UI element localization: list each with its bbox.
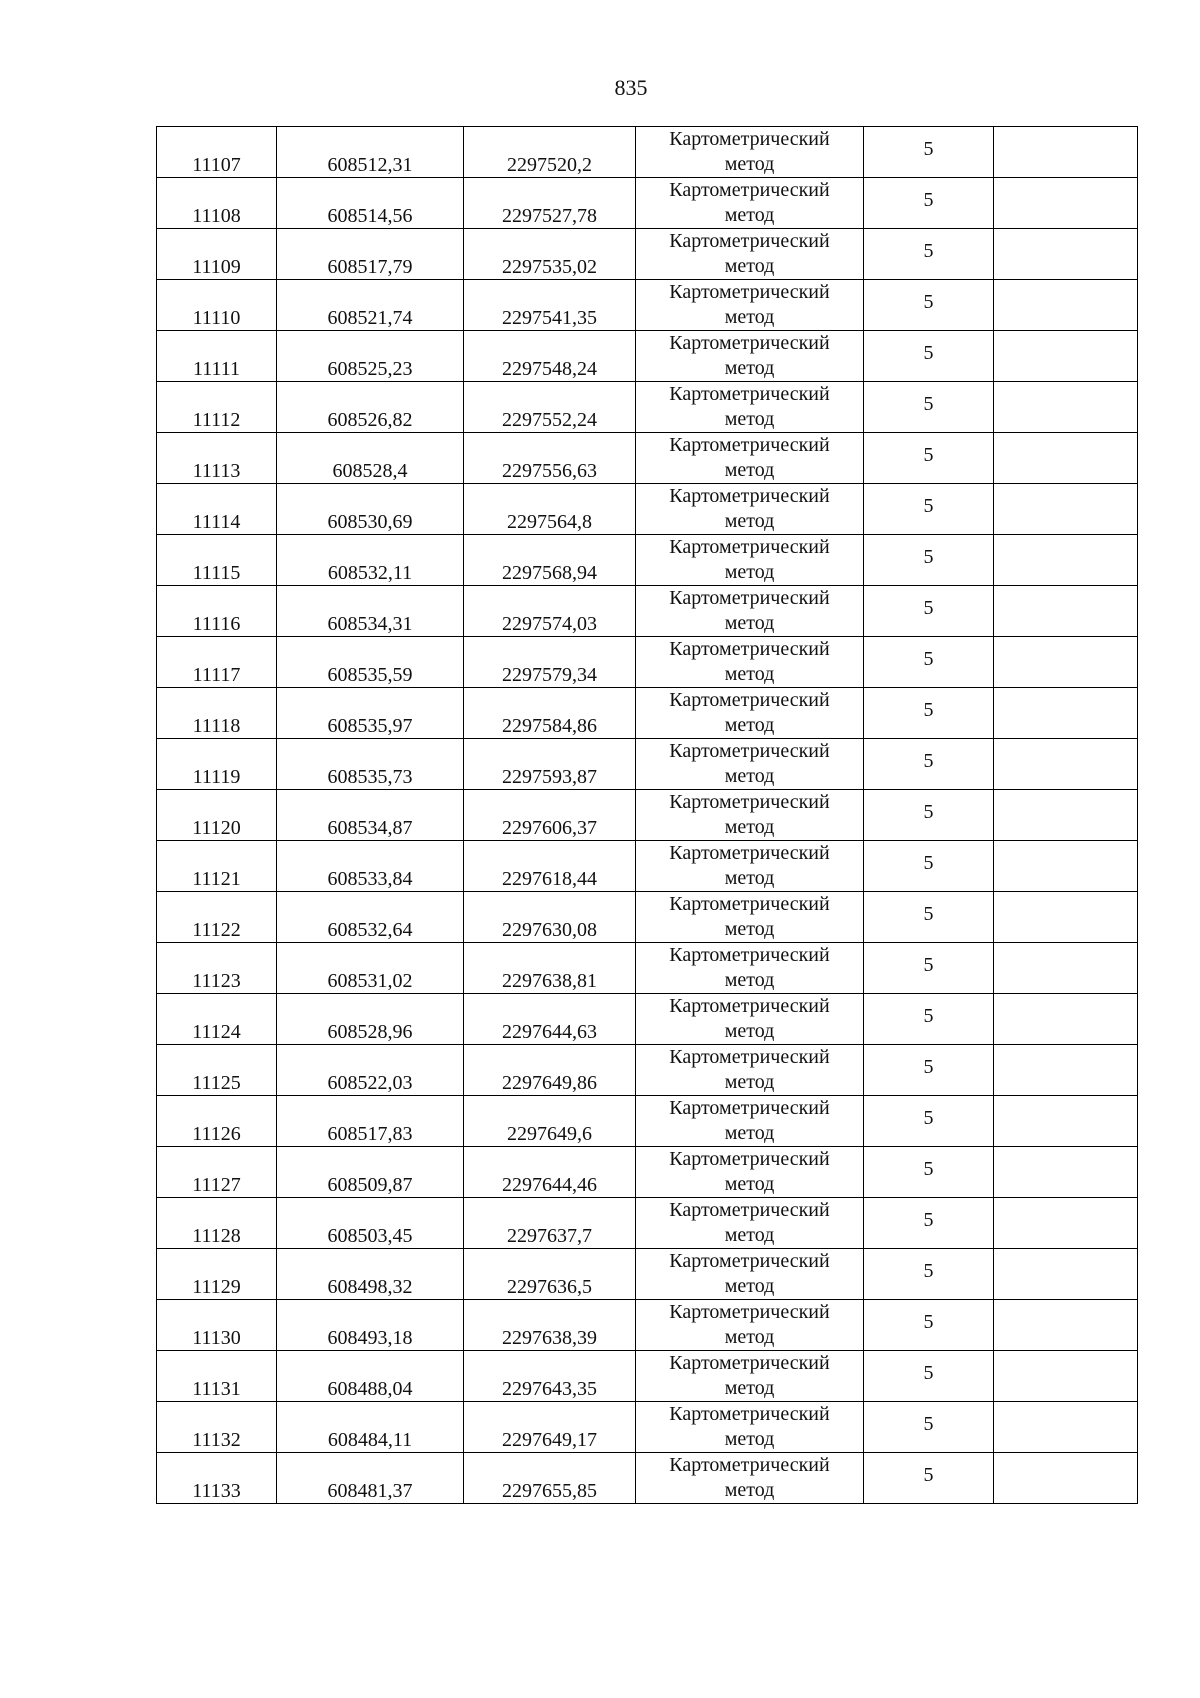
- method-cell: [636, 892, 864, 943]
- accuracy-cell: 5: [864, 1453, 994, 1504]
- method-cell: [636, 484, 864, 535]
- y-coordinate-cell: 2297535,02: [464, 229, 636, 280]
- note-cell: [994, 127, 1138, 178]
- point-number-cell: 11123: [157, 943, 277, 994]
- table-row: [157, 1351, 1138, 1402]
- method-cell: [636, 1453, 864, 1504]
- note-cell: [994, 688, 1138, 739]
- point-number-cell: 11107: [157, 127, 277, 178]
- x-coordinate-cell: 608522,03: [277, 1045, 464, 1096]
- method-cell: [636, 280, 864, 331]
- note-cell: [994, 892, 1138, 943]
- point-number-cell: 11125: [157, 1045, 277, 1096]
- y-coordinate-cell: 2297556,63: [464, 433, 636, 484]
- method-line-1: Картометрический: [669, 1403, 830, 1425]
- note-cell: [994, 1402, 1138, 1453]
- x-coordinate-cell: 608481,37: [277, 1453, 464, 1504]
- table-row: [157, 1453, 1138, 1504]
- y-coordinate-cell: 2297584,86: [464, 688, 636, 739]
- method-cell: [636, 1198, 864, 1249]
- point-number-cell: 11131: [157, 1351, 277, 1402]
- table-row: [157, 994, 1138, 1045]
- x-coordinate-cell: 608534,87: [277, 790, 464, 841]
- table-row: [157, 739, 1138, 790]
- accuracy-cell: 5: [864, 1351, 994, 1402]
- y-coordinate-cell: 2297552,24: [464, 382, 636, 433]
- method-cell: [636, 586, 864, 637]
- accuracy-cell: 5: [864, 688, 994, 739]
- method-cell: [636, 688, 864, 739]
- method-cell: [636, 331, 864, 382]
- point-number-cell: 11121: [157, 841, 277, 892]
- point-number-cell: 11114: [157, 484, 277, 535]
- x-coordinate-cell: 608498,32: [277, 1249, 464, 1300]
- method-cell: [636, 433, 864, 484]
- y-coordinate-cell: 2297636,5: [464, 1249, 636, 1300]
- method-cell: [636, 994, 864, 1045]
- point-number-cell: 11124: [157, 994, 277, 1045]
- accuracy-cell: 5: [864, 127, 994, 178]
- x-coordinate-cell: 608488,04: [277, 1351, 464, 1402]
- method-cell: [636, 382, 864, 433]
- note-cell: [994, 331, 1138, 382]
- page-number: 835: [614, 75, 648, 100]
- method-cell: [636, 943, 864, 994]
- accuracy-cell: 5: [864, 280, 994, 331]
- accuracy-cell: 5: [864, 1249, 994, 1300]
- method-line-1: Картометрический: [669, 1199, 830, 1221]
- table-row: [157, 433, 1138, 484]
- y-coordinate-cell: 2297618,44: [464, 841, 636, 892]
- method-line-1: Картометрический: [669, 893, 830, 915]
- method-line-1: Картометрический: [669, 179, 830, 201]
- table-row: [157, 1249, 1138, 1300]
- note-cell: [994, 433, 1138, 484]
- note-cell: [994, 943, 1138, 994]
- method-line-1: Картометрический: [669, 587, 830, 609]
- point-number-cell: 11108: [157, 178, 277, 229]
- method-line-1: Картометрический: [669, 332, 830, 354]
- method-cell: [636, 535, 864, 586]
- y-coordinate-cell: 2297579,34: [464, 637, 636, 688]
- accuracy-cell: 5: [864, 1198, 994, 1249]
- table-row: [157, 790, 1138, 841]
- point-number-cell: 11117: [157, 637, 277, 688]
- y-coordinate-cell: 2297649,17: [464, 1402, 636, 1453]
- x-coordinate-cell: 608535,73: [277, 739, 464, 790]
- method-cell: [636, 1045, 864, 1096]
- table-row: [157, 1096, 1138, 1147]
- accuracy-cell: 5: [864, 994, 994, 1045]
- method-line-1: Картометрический: [669, 434, 830, 456]
- accuracy-cell: 5: [864, 1147, 994, 1198]
- accuracy-cell: 5: [864, 1045, 994, 1096]
- method-line-1: Картометрический: [669, 1148, 830, 1170]
- method-line-2: метод: [724, 867, 775, 889]
- note-cell: [994, 1147, 1138, 1198]
- point-number-cell: 11133: [157, 1453, 277, 1504]
- table-row: [157, 892, 1138, 943]
- method-line-2: метод: [724, 1428, 775, 1450]
- note-cell: [994, 229, 1138, 280]
- point-number-cell: 11110: [157, 280, 277, 331]
- method-line-2: метод: [724, 1275, 775, 1297]
- x-coordinate-cell: 608528,4: [277, 433, 464, 484]
- method-line-1: Картометрический: [669, 536, 830, 558]
- note-cell: [994, 841, 1138, 892]
- table-row: [157, 382, 1138, 433]
- y-coordinate-cell: 2297527,78: [464, 178, 636, 229]
- point-number-cell: 11122: [157, 892, 277, 943]
- method-line-2: метод: [724, 306, 775, 328]
- point-number-cell: 11127: [157, 1147, 277, 1198]
- method-cell: [636, 178, 864, 229]
- y-coordinate-cell: 2297644,46: [464, 1147, 636, 1198]
- method-line-2: метод: [724, 255, 775, 277]
- accuracy-cell: 5: [864, 331, 994, 382]
- table-row: [157, 1198, 1138, 1249]
- method-line-2: метод: [724, 1020, 775, 1042]
- method-line-2: метод: [724, 1326, 775, 1348]
- x-coordinate-cell: 608517,79: [277, 229, 464, 280]
- x-coordinate-cell: 608512,31: [277, 127, 464, 178]
- x-coordinate-cell: 608514,56: [277, 178, 464, 229]
- accuracy-cell: 5: [864, 1096, 994, 1147]
- method-line-1: Картометрический: [669, 128, 830, 150]
- method-cell: [636, 127, 864, 178]
- table-row: [157, 178, 1138, 229]
- method-line-2: метод: [724, 663, 775, 685]
- method-line-2: метод: [724, 357, 775, 379]
- table-row: [157, 280, 1138, 331]
- point-number-cell: 11128: [157, 1198, 277, 1249]
- method-cell: [636, 1402, 864, 1453]
- y-coordinate-cell: 2297568,94: [464, 535, 636, 586]
- x-coordinate-cell: 608532,64: [277, 892, 464, 943]
- table-row: [157, 943, 1138, 994]
- method-line-2: метод: [724, 561, 775, 583]
- y-coordinate-cell: 2297606,37: [464, 790, 636, 841]
- accuracy-cell: 5: [864, 892, 994, 943]
- x-coordinate-cell: 608535,97: [277, 688, 464, 739]
- point-number-cell: 11126: [157, 1096, 277, 1147]
- point-number-cell: 11111: [157, 331, 277, 382]
- method-line-1: Картометрический: [669, 1250, 830, 1272]
- table-row: [157, 841, 1138, 892]
- x-coordinate-cell: 608533,84: [277, 841, 464, 892]
- method-line-2: метод: [724, 1173, 775, 1195]
- y-coordinate-cell: 2297630,08: [464, 892, 636, 943]
- method-line-2: метод: [724, 1377, 775, 1399]
- y-coordinate-cell: 2297541,35: [464, 280, 636, 331]
- method-line-1: Картометрический: [669, 383, 830, 405]
- y-coordinate-cell: 2297649,86: [464, 1045, 636, 1096]
- method-line-1: Картометрический: [669, 842, 830, 864]
- method-line-2: метод: [724, 1479, 775, 1501]
- accuracy-cell: 5: [864, 433, 994, 484]
- method-line-2: метод: [724, 816, 775, 838]
- x-coordinate-cell: 608509,87: [277, 1147, 464, 1198]
- note-cell: [994, 484, 1138, 535]
- note-cell: [994, 1453, 1138, 1504]
- coordinates-table-body: [157, 127, 1138, 1504]
- y-coordinate-cell: 2297643,35: [464, 1351, 636, 1402]
- table-row: [157, 484, 1138, 535]
- point-number-cell: 11112: [157, 382, 277, 433]
- point-number-cell: 11129: [157, 1249, 277, 1300]
- method-line-1: Картометрический: [669, 485, 830, 507]
- accuracy-cell: 5: [864, 229, 994, 280]
- point-number-cell: 11130: [157, 1300, 277, 1351]
- point-number-cell: 11120: [157, 790, 277, 841]
- accuracy-cell: 5: [864, 790, 994, 841]
- accuracy-cell: 5: [864, 943, 994, 994]
- method-line-1: Картометрический: [669, 638, 830, 660]
- method-line-2: метод: [724, 714, 775, 736]
- y-coordinate-cell: 2297655,85: [464, 1453, 636, 1504]
- method-cell: [636, 1351, 864, 1402]
- x-coordinate-cell: 608531,02: [277, 943, 464, 994]
- method-line-1: Картометрический: [669, 1352, 830, 1374]
- method-line-2: метод: [724, 459, 775, 481]
- x-coordinate-cell: 608484,11: [277, 1402, 464, 1453]
- note-cell: [994, 739, 1138, 790]
- y-coordinate-cell: 2297548,24: [464, 331, 636, 382]
- note-cell: [994, 586, 1138, 637]
- y-coordinate-cell: 2297649,6: [464, 1096, 636, 1147]
- x-coordinate-cell: 608521,74: [277, 280, 464, 331]
- x-coordinate-cell: 608493,18: [277, 1300, 464, 1351]
- y-coordinate-cell: 2297638,39: [464, 1300, 636, 1351]
- method-cell: [636, 790, 864, 841]
- table-row: [157, 586, 1138, 637]
- x-coordinate-cell: 608534,31: [277, 586, 464, 637]
- method-cell: [636, 1249, 864, 1300]
- point-number-cell: 11119: [157, 739, 277, 790]
- x-coordinate-cell: 608530,69: [277, 484, 464, 535]
- method-line-1: Картометрический: [669, 1046, 830, 1068]
- method-line-1: Картометрический: [669, 281, 830, 303]
- method-line-1: Картометрический: [669, 791, 830, 813]
- point-number-cell: 11115: [157, 535, 277, 586]
- table-row: [157, 1045, 1138, 1096]
- table-row: [157, 127, 1138, 178]
- method-cell: [636, 841, 864, 892]
- accuracy-cell: 5: [864, 1402, 994, 1453]
- note-cell: [994, 178, 1138, 229]
- point-number-cell: 11113: [157, 433, 277, 484]
- accuracy-cell: 5: [864, 637, 994, 688]
- method-line-1: Картометрический: [669, 689, 830, 711]
- x-coordinate-cell: 608517,83: [277, 1096, 464, 1147]
- x-coordinate-cell: 608532,11: [277, 535, 464, 586]
- x-coordinate-cell: 608526,82: [277, 382, 464, 433]
- point-number-cell: 11118: [157, 688, 277, 739]
- method-line-2: метод: [724, 153, 775, 175]
- method-line-2: метод: [724, 1224, 775, 1246]
- table-row: [157, 331, 1138, 382]
- note-cell: [994, 1045, 1138, 1096]
- method-line-2: метод: [724, 204, 775, 226]
- method-line-1: Картометрический: [669, 1301, 830, 1323]
- note-cell: [994, 1300, 1138, 1351]
- method-line-1: Картометрический: [669, 1454, 830, 1476]
- note-cell: [994, 280, 1138, 331]
- y-coordinate-cell: 2297637,7: [464, 1198, 636, 1249]
- note-cell: [994, 637, 1138, 688]
- point-number-cell: 11116: [157, 586, 277, 637]
- accuracy-cell: 5: [864, 586, 994, 637]
- point-number-cell: 11109: [157, 229, 277, 280]
- method-cell: [636, 739, 864, 790]
- table-row: [157, 535, 1138, 586]
- y-coordinate-cell: 2297520,2: [464, 127, 636, 178]
- method-line-2: метод: [724, 969, 775, 991]
- accuracy-cell: 5: [864, 178, 994, 229]
- note-cell: [994, 382, 1138, 433]
- note-cell: [994, 790, 1138, 841]
- point-number-cell: 11132: [157, 1402, 277, 1453]
- method-cell: [636, 637, 864, 688]
- y-coordinate-cell: 2297638,81: [464, 943, 636, 994]
- method-line-2: метод: [724, 612, 775, 634]
- y-coordinate-cell: 2297574,03: [464, 586, 636, 637]
- method-cell: [636, 1300, 864, 1351]
- y-coordinate-cell: 2297564,8: [464, 484, 636, 535]
- accuracy-cell: 5: [864, 1300, 994, 1351]
- table-row: [157, 1300, 1138, 1351]
- coordinates-table: [156, 126, 1138, 1504]
- method-line-1: Картометрический: [669, 995, 830, 1017]
- method-line-1: Картометрический: [669, 230, 830, 252]
- x-coordinate-cell: 608535,59: [277, 637, 464, 688]
- x-coordinate-cell: 608528,96: [277, 994, 464, 1045]
- y-coordinate-cell: 2297593,87: [464, 739, 636, 790]
- note-cell: [994, 1351, 1138, 1402]
- note-cell: [994, 994, 1138, 1045]
- method-line-1: Картометрический: [669, 1097, 830, 1119]
- method-cell: [636, 229, 864, 280]
- method-line-1: Картометрический: [669, 944, 830, 966]
- accuracy-cell: 5: [864, 382, 994, 433]
- table-row: [157, 688, 1138, 739]
- method-line-2: метод: [724, 765, 775, 787]
- note-cell: [994, 535, 1138, 586]
- method-line-2: метод: [724, 408, 775, 430]
- accuracy-cell: 5: [864, 841, 994, 892]
- table-row: [157, 1402, 1138, 1453]
- accuracy-cell: 5: [864, 484, 994, 535]
- x-coordinate-cell: 608525,23: [277, 331, 464, 382]
- note-cell: [994, 1249, 1138, 1300]
- note-cell: [994, 1198, 1138, 1249]
- method-cell: [636, 1147, 864, 1198]
- table-row: [157, 637, 1138, 688]
- method-line-2: метод: [724, 510, 775, 532]
- x-coordinate-cell: 608503,45: [277, 1198, 464, 1249]
- method-line-1: Картометрический: [669, 740, 830, 762]
- method-line-2: метод: [724, 1122, 775, 1144]
- method-cell: [636, 1096, 864, 1147]
- y-coordinate-cell: 2297644,63: [464, 994, 636, 1045]
- method-line-2: метод: [724, 1071, 775, 1093]
- table-row: [157, 1147, 1138, 1198]
- table-row: [157, 229, 1138, 280]
- accuracy-cell: 5: [864, 739, 994, 790]
- note-cell: [994, 1096, 1138, 1147]
- method-line-2: метод: [724, 918, 775, 940]
- accuracy-cell: 5: [864, 535, 994, 586]
